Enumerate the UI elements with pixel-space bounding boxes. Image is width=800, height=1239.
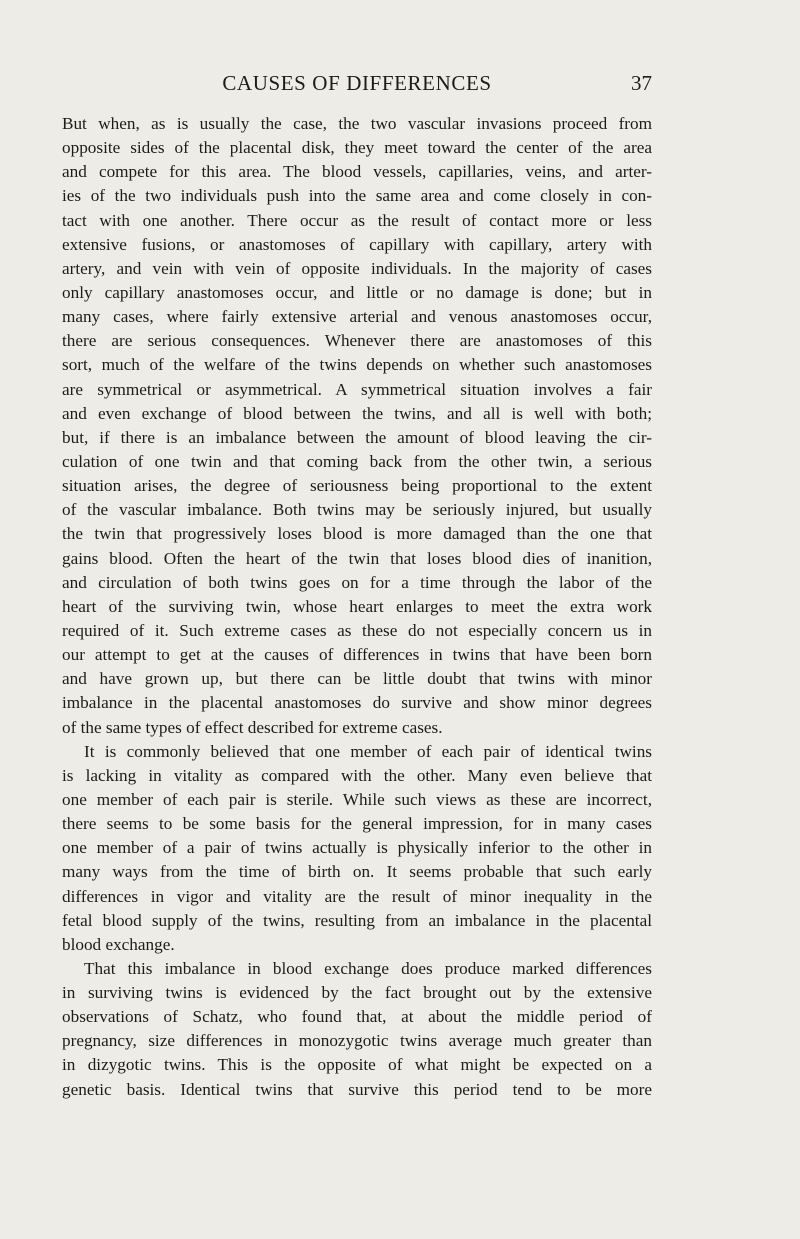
text-line: culation of one twin and that coming back from the other twin, a serious	[62, 451, 652, 471]
text-line: are symmetrical or asymmetrical. A symmetrical situation involves a fair	[62, 379, 652, 399]
text-line: many ways from the time of birth on. It seems probable that such early	[62, 862, 652, 882]
text-line: gains blood. Often the heart of the twin that loses blood dies of inanition,	[62, 548, 652, 568]
text-line: imbalance in the placental anastomoses do survive and show minor degrees	[62, 693, 652, 713]
text-line: heart of the surviving twin, whose heart enlarges to meet the extra work	[62, 596, 652, 616]
text-line: our attempt to get at the causes of differences in twins that have been born	[62, 645, 652, 665]
text-line: in dizygotic twins. This is the opposite of what might be expected on a	[62, 1055, 652, 1075]
text-line: sort, much of the welfare of the twins depends on whether such anastomoses	[62, 355, 652, 375]
text-line: artery, and vein with vein of opposite individuals. In the majority of cases	[62, 258, 652, 278]
text-line: extensive fusions, or anastomoses of capillary with capillary, artery with	[62, 234, 652, 254]
text-line: blood exchange.	[62, 934, 175, 954]
text-line: ies of the two individuals push into the same area and come closely in con-	[62, 186, 652, 206]
text-line: But when, as is usually the case, the two vascular invasions proceed from	[62, 114, 652, 133]
text-line: the twin that progressively loses blood is more damaged than the one that	[62, 524, 652, 544]
text-line: and have grown up, but there can be little doubt that twins with minor	[62, 669, 652, 689]
text-line: That this imbalance in blood exchange does produce marked differences	[84, 958, 652, 978]
text-line: situation arises, the degree of seriousness being proportional to the extent	[62, 476, 652, 496]
running-title: CAUSES OF DIFFERENCES	[222, 71, 492, 95]
text-line: It is commonly believed that one member of each pair of identical twins	[84, 741, 652, 761]
text-line: of the vascular imbalance. Both twins may be seriously injured, but usually	[62, 500, 652, 520]
text-line: observations of Schatz, who found that, at about the middle period of	[62, 1007, 652, 1027]
text-line: fetal blood supply of the twins, resulting from an imbalance in the placental	[62, 910, 652, 930]
running-head	[62, 68, 652, 98]
text-line: only capillary anastomoses occur, and little or no damage is done; but in	[62, 282, 652, 302]
text-line: and circulation of both twins goes on for a time through the labor of the	[62, 572, 652, 592]
text-line: opposite sides of the placental disk, they meet toward the center of the area	[62, 138, 652, 158]
text-line: one member of a pair of twins actually is physically inferior to the other in	[62, 838, 652, 858]
text-line: there are serious consequences. Whenever there are anastomoses of this	[62, 331, 652, 351]
text-line: differences in vigor and vitality are the result of minor inequality in the	[62, 886, 652, 906]
text-line: and compete for this area. The blood vessels, capillaries, veins, and arter-	[62, 162, 652, 182]
body-text	[62, 112, 652, 1102]
text-line: genetic basis. Identical twins that survive this period tend to be more	[62, 1079, 652, 1099]
text-line: many cases, where fairly extensive arterial and venous anastomoses occur,	[62, 307, 652, 327]
text-line: there seems to be some basis for the general impression, for in many cases	[62, 814, 652, 834]
text-line: pregnancy, size differences in monozygotic twins average much greater than	[62, 1031, 652, 1051]
text-line: required of it. Such extreme cases as these do not especially concern us in	[62, 620, 652, 640]
text-line: and even exchange of blood between the twins, and all is well with both;	[62, 403, 652, 423]
page-number: 37	[631, 71, 652, 95]
text-line: one member of each pair is sterile. While such views as these are incorrect,	[62, 789, 652, 809]
text-line: is lacking in vitality as compared with the other. Many even believe that	[62, 765, 652, 785]
text-line: tact with one another. There occur as the result of contact more or less	[62, 210, 652, 230]
text-line: in surviving twins is evidenced by the fact brought out by the extensive	[62, 983, 652, 1003]
text-line: of the same types of effect described for extreme cases.	[62, 717, 443, 737]
text-line: but, if there is an imbalance between the amount of blood leaving the cir-	[62, 427, 652, 447]
